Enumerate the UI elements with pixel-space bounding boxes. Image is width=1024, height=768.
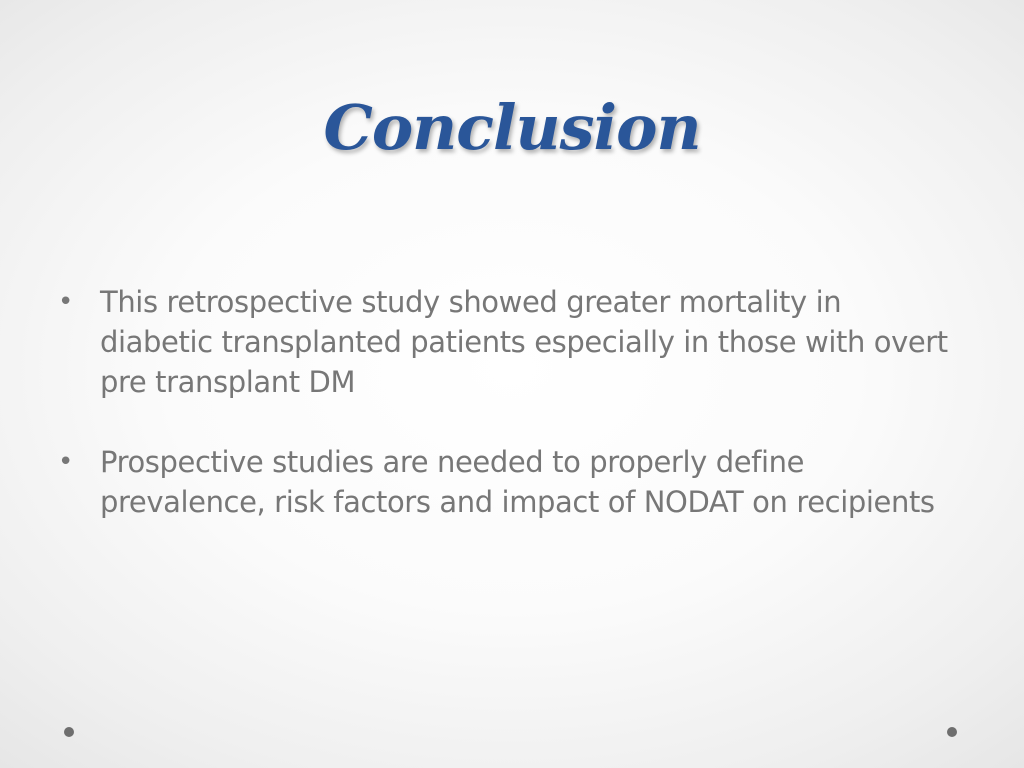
- bullet-item: [58, 442, 958, 522]
- bullet-dot-icon: •: [58, 287, 73, 317]
- bullet-text: Prospective studies are needed to properly define prevalence, risk factors and impact of NODAT on recipients: [100, 445, 935, 519]
- corner-dot-icon-right: [947, 727, 957, 737]
- bullet-item: [58, 282, 958, 402]
- corner-dot-icon-left: [64, 727, 74, 737]
- bullet-dot-icon: •: [58, 447, 73, 477]
- slide-title: Conclusion: [323, 91, 701, 164]
- bullet-list: [58, 282, 958, 562]
- bullet-text: This retrospective study showed greater mortality in diabetic transplanted patients especially in those with overt pre transplant DM: [100, 285, 948, 399]
